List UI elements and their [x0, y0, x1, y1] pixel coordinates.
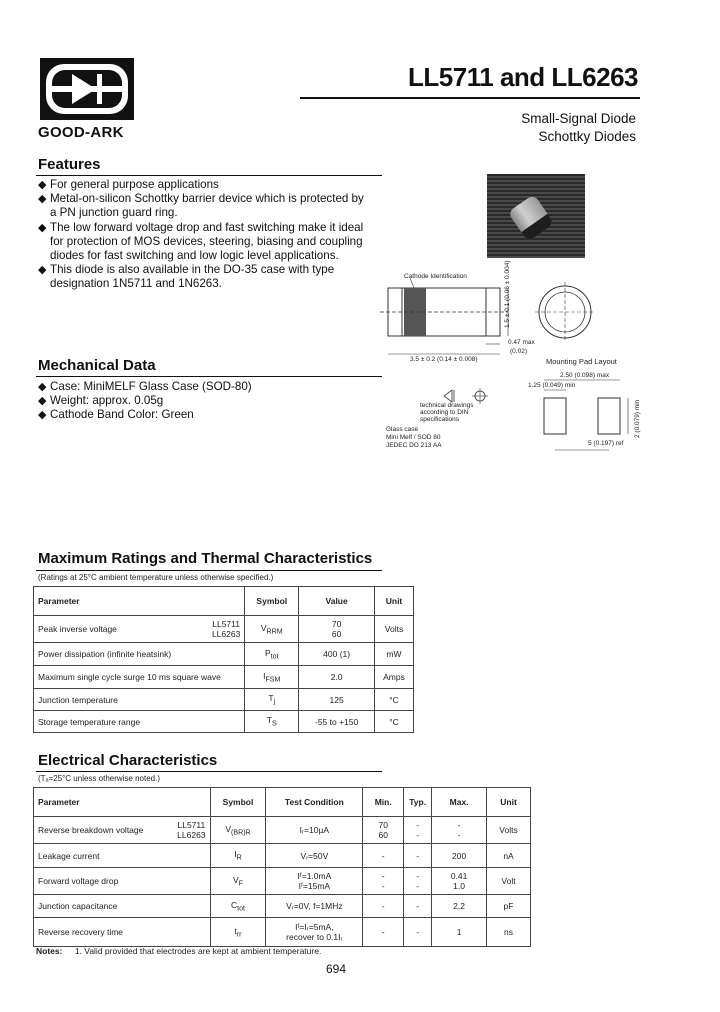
company-logo — [40, 58, 134, 120]
table-row — [34, 711, 414, 733]
electrical-divider — [36, 771, 382, 772]
logo-text: GOOD-ARK — [38, 124, 124, 141]
test-condition: Iᶠ=Iᵣ=5mA, — [295, 922, 334, 932]
glass-case-jedec: JEDEC DO 213 AA — [386, 442, 442, 449]
max-ratings-divider — [36, 570, 382, 571]
min-value: - — [363, 895, 404, 918]
param-variant: LL6263 — [177, 830, 206, 840]
symbol: V — [225, 823, 231, 834]
symbol-subscript: RRM — [266, 627, 283, 636]
typ-value: - — [404, 918, 432, 947]
symbol-subscript: S — [272, 719, 277, 728]
param-variant: LL6263 — [211, 629, 241, 639]
length-dimension: 3.5 ± 0.2 (0.14 ± 0.008) — [410, 356, 478, 363]
typ-value: - — [416, 830, 420, 840]
header-parameter: Parameter — [34, 587, 245, 616]
typ-value: - — [416, 871, 420, 881]
test-condition: Vᵣ=50V — [266, 844, 363, 868]
unit: Volts — [487, 817, 531, 844]
pad-layout-title: Mounting Pad Layout — [546, 357, 617, 366]
min-value: - — [381, 871, 385, 881]
symbol-subscript: rr — [236, 930, 242, 939]
value: 60 — [331, 629, 342, 639]
max-value: 1 — [432, 918, 487, 947]
test-condition: Iᶠ=15mA — [298, 881, 331, 891]
value: 400 (1) — [299, 643, 375, 666]
symbol: t — [234, 925, 237, 936]
header-symbol: Symbol — [245, 587, 299, 616]
min-value: - — [363, 844, 404, 868]
symbol: T — [266, 715, 272, 726]
param-variant: LL5711 — [212, 619, 240, 629]
header-test-condition: Test Condition — [266, 788, 363, 817]
pad-height-dimension: 2 (0.079) min — [634, 399, 641, 438]
symbol: I — [263, 670, 266, 681]
max-value: 1.0 — [453, 881, 465, 891]
unit: °C — [375, 711, 414, 733]
symbol: P — [265, 647, 271, 658]
mechanical-divider — [36, 376, 382, 377]
symbol-subscript: FSM — [265, 675, 281, 684]
table-header-row — [34, 788, 531, 817]
tech-drawing-note: technical drawings according to DIN specifications — [420, 402, 474, 423]
max-value: 0.41 — [450, 871, 468, 881]
header-value: Value — [299, 587, 375, 616]
list-item: ◆ For general purpose applications — [38, 178, 368, 192]
value: 2.0 — [299, 666, 375, 689]
diode-logo-icon — [40, 58, 134, 120]
table-row — [34, 817, 531, 844]
notes — [36, 946, 321, 956]
max-value: - — [457, 830, 461, 840]
pad-width-dimension: 2.50 (0.098) max — [560, 372, 610, 379]
header-min: Min. — [363, 788, 404, 817]
subtitle-line-1: Small-Signal Diode — [521, 111, 636, 126]
param-name: Forward voltage drop — [34, 868, 211, 895]
symbol-subscript: tot — [237, 904, 246, 913]
glass-case-type: Mini Melf / SOD 80 — [386, 434, 441, 441]
table-row — [34, 868, 531, 895]
unit: ns — [487, 918, 531, 947]
max-ratings-heading: Maximum Ratings and Thermal Characteristics — [38, 550, 373, 567]
min-value: - — [381, 881, 385, 891]
glass-case-label: Glass case — [386, 426, 419, 433]
electrical-heading: Electrical Characteristics — [38, 752, 218, 769]
min-value: - — [363, 918, 404, 947]
header-symbol: Symbol — [210, 788, 266, 817]
electrical-note: (Tₐ=25°C unless otherwise noted.) — [38, 774, 161, 783]
features-divider — [36, 175, 382, 176]
symbol-subscript: j — [273, 697, 276, 706]
cathode-label: Cathode Identification — [404, 273, 467, 280]
header-max: Max. — [432, 788, 487, 817]
page-title: LL5711 and LL6263 — [408, 62, 638, 92]
table-row — [34, 666, 414, 689]
param-variant: LL5711 — [177, 820, 206, 830]
diameter-dimension: 1.5 ± 0.1 (0.06 ± 0.004) — [504, 260, 511, 328]
table-row — [34, 918, 531, 947]
title-divider — [300, 97, 640, 99]
max-value: 200 — [432, 844, 487, 868]
band-dimension: 0.47 max — [508, 339, 535, 346]
unit: Volt — [487, 868, 531, 895]
min-value: 60 — [378, 830, 388, 840]
symbol: V — [260, 622, 267, 633]
max-value: - — [457, 820, 461, 830]
unit: pF — [487, 895, 531, 918]
electrical-table — [33, 787, 531, 947]
table-row — [34, 616, 414, 643]
notes-label: Notes: — [36, 946, 63, 956]
list-item: ◆ Cathode Band Color: Green — [38, 408, 368, 422]
value: -55 to +150 — [299, 711, 375, 733]
param-name: Leakage current — [34, 844, 211, 868]
features-list — [38, 178, 368, 292]
max-ratings-note: (Ratings at 25°C ambient temperature unless otherwise specified.) — [38, 573, 274, 582]
value: 125 — [299, 689, 375, 711]
table-row — [34, 895, 531, 918]
typ-value: - — [416, 820, 420, 830]
mechanical-list — [38, 380, 368, 423]
param-name: Storage temperature range — [34, 711, 245, 733]
features-heading: Features — [38, 156, 101, 173]
test-condition: Iᵣ=10µA — [266, 817, 363, 844]
list-item: ◆ Weight: approx. 0.05g — [38, 394, 368, 408]
test-condition: Vᵣ=0V, f=1MHz — [266, 895, 363, 918]
typ-value: - — [404, 844, 432, 868]
param-name: Maximum single cycle surge 10 ms square wave — [34, 666, 245, 689]
table-row — [34, 689, 414, 711]
param-name: Reverse recovery time — [34, 918, 211, 947]
typ-value: - — [404, 895, 432, 918]
mechanical-heading: Mechanical Data — [38, 357, 156, 374]
symbol-subscript: F — [238, 879, 243, 888]
value: 70 — [331, 619, 342, 629]
param-name: Junction temperature — [34, 689, 245, 711]
symbol: I — [234, 849, 237, 860]
max-ratings-table — [33, 586, 414, 733]
unit: °C — [375, 689, 414, 711]
pad-length-dimension: 1.25 (0.049) min — [528, 382, 576, 389]
symbol-subscript: (BR)R — [231, 828, 251, 837]
subtitle-line-2: Schottky Diodes — [538, 129, 636, 144]
header-parameter: Parameter — [34, 788, 211, 817]
typ-value: - — [416, 881, 420, 891]
header-unit: Unit — [487, 788, 531, 817]
test-condition: Iᶠ=1.0mA — [297, 871, 332, 881]
table-row — [34, 643, 414, 666]
symbol-subscript: tot — [270, 652, 279, 661]
max-value: 2.2 — [432, 895, 487, 918]
band-dimension-inch: (0.02) — [510, 348, 527, 355]
min-value: 70 — [378, 820, 388, 830]
param-name: Reverse breakdown voltage — [38, 825, 144, 835]
notes-text: 1. Valid provided that electrodes are kept at ambient temperature. — [74, 946, 322, 956]
param-name: Power dissipation (infinite heatsink) — [34, 643, 245, 666]
unit: nA — [487, 844, 531, 868]
list-item: ◆ Metal-on-silicon Schottky barrier device which is protected by a PN junction guard ring. — [38, 192, 368, 220]
list-item: ◆ Case: MiniMELF Glass Case (SOD-80) — [38, 380, 368, 394]
symbol: T — [268, 693, 274, 704]
test-condition: recover to 0.1Iᵣ — [286, 932, 343, 942]
unit: Amps — [375, 666, 414, 689]
list-item: ◆ This diode is also available in the DO-35 case with type designation 1N5711 and 1N6263. — [38, 263, 368, 291]
pad-pitch-dimension: 5 (0.197) ref — [588, 440, 624, 447]
table-row — [34, 844, 531, 868]
unit: Volts — [375, 616, 414, 643]
page-number: 694 — [326, 962, 347, 976]
param-name: Peak inverse voltage — [38, 624, 117, 634]
header-typ: Typ. — [404, 788, 432, 817]
list-item: ◆ The low forward voltage drop and fast switching make it ideal for protection of MOS devices, steering, biasing and coupling diodes for fast switching and low logic level applications. — [38, 221, 368, 264]
table-header-row — [34, 587, 414, 616]
param-name: Junction capacitance — [34, 895, 211, 918]
symbol: C — [231, 899, 238, 910]
unit: mW — [375, 643, 414, 666]
header-unit: Unit — [375, 587, 414, 616]
symbol: V — [233, 874, 239, 885]
symbol-subscript: R — [236, 853, 242, 862]
